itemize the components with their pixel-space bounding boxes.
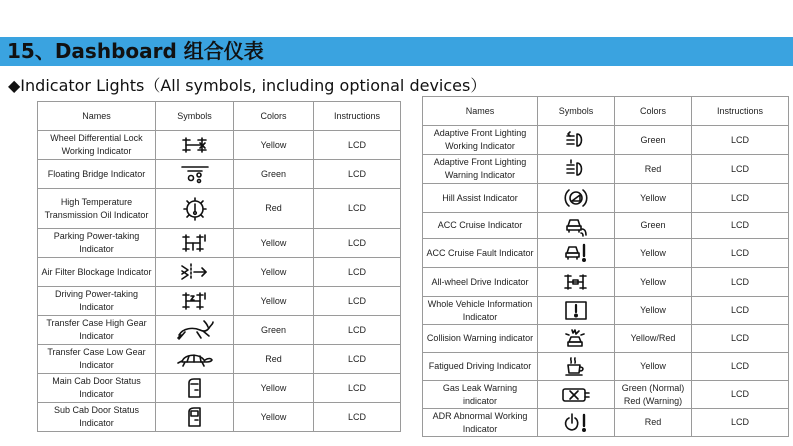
indicator-color: Red xyxy=(615,409,692,437)
adr-abnormal-icon xyxy=(562,412,590,434)
table-row xyxy=(38,258,401,287)
indicator-color: Red xyxy=(615,155,692,184)
indicator-name: ADR Abnormal Working Indicator xyxy=(423,409,538,437)
table-row xyxy=(423,381,789,409)
indicator-color: Yellow xyxy=(234,131,314,160)
table-header-row xyxy=(423,97,789,126)
indicator-name: Main Cab Door Status Indicator xyxy=(38,374,156,403)
indicator-table-left xyxy=(37,101,401,432)
table-row xyxy=(423,239,789,268)
indicator-color: Yellow xyxy=(615,297,692,325)
indicator-name: Floating Bridge Indicator xyxy=(38,160,156,189)
section-title: 15、Dashboard 组合仪表 xyxy=(7,39,264,63)
indicator-symbol xyxy=(538,409,615,437)
table-row xyxy=(423,353,789,381)
indicator-name: All-wheel Drive Indicator xyxy=(423,268,538,297)
indicator-symbol xyxy=(538,213,615,239)
indicator-symbol xyxy=(156,403,234,432)
table-header-row xyxy=(38,102,401,131)
indicator-symbol xyxy=(538,381,615,409)
indicator-instruction: LCD xyxy=(314,160,401,189)
differential-lock-icon xyxy=(182,135,208,155)
indicator-color: Yellow xyxy=(615,184,692,213)
indicator-symbol xyxy=(156,189,234,229)
transmission-oil-temp-icon xyxy=(183,197,207,221)
indicator-instruction: LCD xyxy=(314,345,401,374)
indicator-symbol xyxy=(156,287,234,316)
acc-cruise-icon xyxy=(564,215,588,237)
indicator-instruction: LCD xyxy=(692,213,789,239)
col-header-names: Names xyxy=(423,97,538,126)
indicator-symbol xyxy=(538,297,615,325)
table-row xyxy=(423,409,789,437)
table-row xyxy=(38,374,401,403)
indicator-name: Wheel Differential Lock Working Indicator xyxy=(38,131,156,160)
indicator-instruction: LCD xyxy=(314,229,401,258)
awd-icon xyxy=(564,272,588,292)
indicator-instruction: LCD xyxy=(314,374,401,403)
section-banner xyxy=(0,37,793,66)
col-header-colors: Colors xyxy=(615,97,692,126)
floating-bridge-icon xyxy=(180,164,210,184)
indicator-symbol xyxy=(538,184,615,213)
afl-warning-icon xyxy=(565,159,587,179)
indicator-symbol xyxy=(538,325,615,353)
indicator-instruction: LCD xyxy=(692,268,789,297)
col-header-instructions: Instructions xyxy=(314,102,401,131)
indicator-name: Fatigued Driving Indicator xyxy=(423,353,538,381)
indicator-symbol xyxy=(538,239,615,268)
coffee-cup-icon xyxy=(564,356,588,378)
indicator-symbol xyxy=(156,131,234,160)
indicator-color: Yellow xyxy=(234,374,314,403)
col-header-symbols: Symbols xyxy=(538,97,615,126)
indicator-name: Driving Power-taking Indicator xyxy=(38,287,156,316)
indicator-instruction: LCD xyxy=(692,155,789,184)
table-row xyxy=(423,268,789,297)
indicator-color: Green xyxy=(234,160,314,189)
indicator-instruction: LCD xyxy=(692,325,789,353)
indicator-color: Green xyxy=(615,213,692,239)
table-row xyxy=(38,160,401,189)
indicator-name: Adaptive Front Lighting Warning Indicator xyxy=(423,155,538,184)
indicator-color: Yellow/Red xyxy=(615,325,692,353)
col-header-names: Names xyxy=(38,102,156,131)
table-row xyxy=(423,126,789,155)
indicator-name: Air Filter Blockage Indicator xyxy=(38,258,156,287)
indicator-instruction: LCD xyxy=(692,353,789,381)
indicator-name: Gas Leak Warning indicator xyxy=(423,381,538,409)
indicator-instruction: LCD xyxy=(692,126,789,155)
indicator-symbol xyxy=(538,268,615,297)
collision-warning-icon xyxy=(563,328,589,350)
indicator-table-right xyxy=(422,96,789,437)
indicator-symbol xyxy=(538,155,615,184)
indicator-symbol xyxy=(156,229,234,258)
indicator-instruction: LCD xyxy=(692,184,789,213)
driving-pto-icon xyxy=(182,290,208,312)
indicator-color: Yellow xyxy=(234,229,314,258)
table-row xyxy=(423,325,789,353)
turtle-icon xyxy=(175,348,215,370)
indicator-instruction: LCD xyxy=(314,189,401,229)
table-row xyxy=(38,131,401,160)
indicator-instruction: LCD xyxy=(692,297,789,325)
afl-working-icon xyxy=(565,130,587,150)
col-header-colors: Colors xyxy=(234,102,314,131)
indicator-name: Transfer Case Low Gear Indicator xyxy=(38,345,156,374)
gas-leak-icon xyxy=(561,385,591,405)
table-row xyxy=(423,213,789,239)
indicator-instruction: LCD xyxy=(314,316,401,345)
indicator-name: Hill Assist Indicator xyxy=(423,184,538,213)
table-row xyxy=(38,345,401,374)
col-header-instructions: Instructions xyxy=(692,97,789,126)
indicator-color: Yellow xyxy=(615,353,692,381)
indicator-name: Transfer Case High Gear Indicator xyxy=(38,316,156,345)
vehicle-info-icon xyxy=(564,300,588,322)
table-row xyxy=(38,287,401,316)
indicator-instruction: LCD xyxy=(314,403,401,432)
indicator-color: Yellow xyxy=(234,287,314,316)
table-row xyxy=(423,297,789,325)
indicator-name: Whole Vehicle Information Indicator xyxy=(423,297,538,325)
table-row xyxy=(38,229,401,258)
table-row xyxy=(423,155,789,184)
indicator-symbol xyxy=(156,316,234,345)
indicator-name: High Temperature Transmission Oil Indicator xyxy=(38,189,156,229)
table-row xyxy=(38,189,401,229)
indicator-color: Green xyxy=(615,126,692,155)
rabbit-icon xyxy=(175,319,215,341)
table-row xyxy=(38,316,401,345)
indicator-name: ACC Cruise Indicator xyxy=(423,213,538,239)
indicator-symbol xyxy=(538,126,615,155)
indicator-color: Yellow xyxy=(234,258,314,287)
hill-assist-icon xyxy=(563,187,589,209)
indicator-instruction: LCD xyxy=(692,409,789,437)
indicator-color: Green (Normal) Red (Warning) xyxy=(615,381,692,409)
indicator-name: Parking Power-taking Indicator xyxy=(38,229,156,258)
indicator-symbol xyxy=(156,374,234,403)
indicator-symbol xyxy=(156,258,234,287)
sub-door-icon xyxy=(185,406,205,428)
indicator-symbol xyxy=(538,353,615,381)
table-row xyxy=(423,184,789,213)
indicator-name: ACC Cruise Fault Indicator xyxy=(423,239,538,268)
parking-pto-icon xyxy=(182,232,208,254)
indicator-symbol xyxy=(156,345,234,374)
indicator-instruction: LCD xyxy=(314,131,401,160)
table-row xyxy=(38,403,401,432)
indicator-name: Adaptive Front Lighting Working Indicator xyxy=(423,126,538,155)
air-filter-icon xyxy=(180,262,210,282)
indicator-color: Yellow xyxy=(234,403,314,432)
indicator-color: Yellow xyxy=(615,239,692,268)
main-door-icon xyxy=(185,377,205,399)
indicator-instruction: LCD xyxy=(692,381,789,409)
indicator-name: Sub Cab Door Status Indicator xyxy=(38,403,156,432)
indicator-color: Red xyxy=(234,345,314,374)
indicator-color: Green xyxy=(234,316,314,345)
acc-fault-icon xyxy=(564,242,588,264)
indicator-color: Red xyxy=(234,189,314,229)
indicator-instruction: LCD xyxy=(692,239,789,268)
indicator-name: Collision Warning indicator xyxy=(423,325,538,353)
indicator-instruction: LCD xyxy=(314,258,401,287)
indicator-color: Yellow xyxy=(615,268,692,297)
subtitle: ◆Indicator Lights（All symbols, including optional devices） xyxy=(8,76,487,95)
indicator-instruction: LCD xyxy=(314,287,401,316)
col-header-symbols: Symbols xyxy=(156,102,234,131)
indicator-symbol xyxy=(156,160,234,189)
